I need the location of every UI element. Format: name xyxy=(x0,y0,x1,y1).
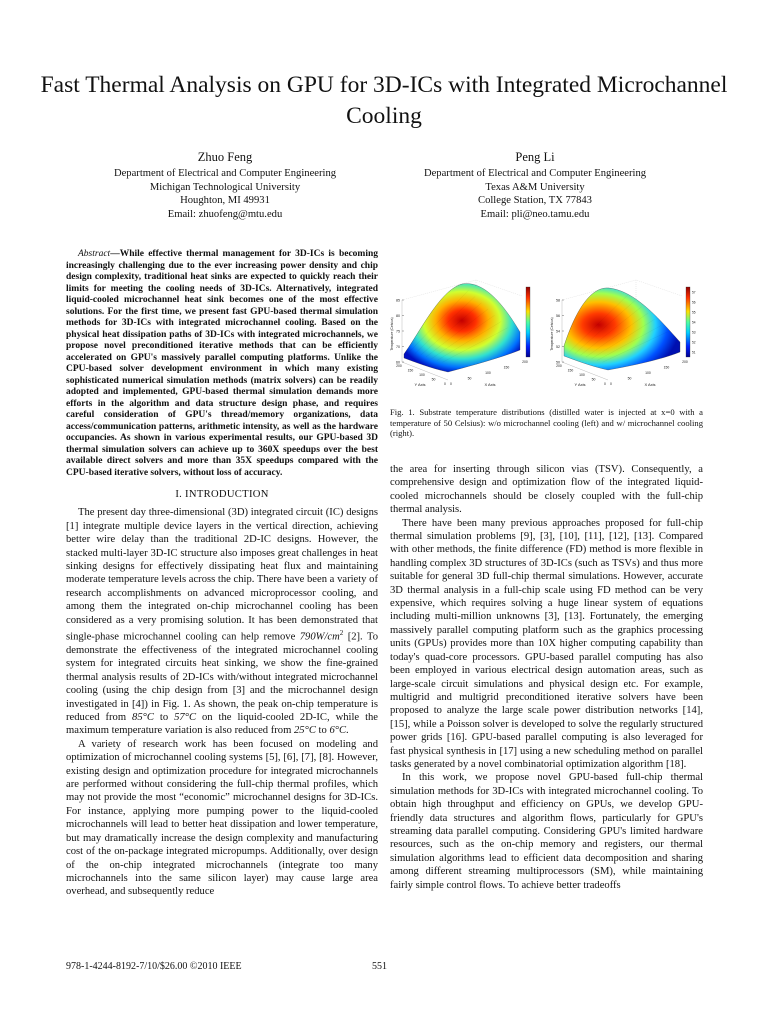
author-block-1 xyxy=(60,150,390,221)
math-sup: 2 xyxy=(339,629,344,638)
x-tick-label: 100 xyxy=(645,371,651,375)
text-run: The present day three-dimensional (3D) integrated circuit (IC) designs [1] integrate multiple device layers in the vertical direction, achieving better wire delay than the traditional 2D-IC designs. However, the stacked multi-layer 3D-IC structure also imposes great challenges in heat sinking designs for effectively dissipating heat flux and maintaining moderate temperature levels across the chip. There have been a variety of research accomplishments on advanced microprocessor cooling, and among them the integrated on-chip microchannel cooling has been considered as a very promising solution. It has been demonstrated that single-phase microchannel cooling can help remove xyxy=(66,507,378,643)
page-number: 551 xyxy=(372,961,387,972)
z-axis-label: Temperature (Celsius) xyxy=(390,317,394,351)
colorbar xyxy=(686,287,690,357)
y-tick-label: 200 xyxy=(396,364,402,368)
math-run: 790W/cm xyxy=(299,631,340,643)
x-tick-label: 200 xyxy=(522,360,528,364)
text-run: to xyxy=(315,725,330,737)
x-tick-label: 100 xyxy=(485,371,491,375)
author-city: College Station, TX 77843 xyxy=(478,195,592,207)
y-tick-label: 100 xyxy=(579,373,585,377)
colorbar-tick-label: 55 xyxy=(692,310,696,315)
intro-paragraph-1 xyxy=(66,506,378,737)
y-tick-label: 150 xyxy=(567,368,574,373)
right-paragraph-1: the area for inserting through silicon vias (TSV). Consequently, a comprehensive design and optimization flow of the integrated liquid-cooled microchannels should be closely coupled with the full-chip thermal analysis. xyxy=(390,464,703,516)
colorbar-tick-label: 57 xyxy=(692,290,696,295)
author-dept: Department of Electrical and Computer Engineering xyxy=(113,168,337,179)
colorbar xyxy=(526,287,530,357)
y-tick-label: 50 xyxy=(591,377,596,382)
author-name: Zhuo Feng xyxy=(197,150,253,164)
figure-1-plots xyxy=(390,262,703,402)
y-tick-label: 0 xyxy=(604,382,606,386)
temperature-surface xyxy=(564,288,680,370)
surface-plot-left xyxy=(390,280,530,387)
y-tick-label: 0 xyxy=(444,382,446,386)
author-email: Email: zhuofeng@mtu.edu xyxy=(167,208,283,220)
z-tick-label: 60 xyxy=(396,360,400,365)
z-tick-label: 70 xyxy=(396,344,400,349)
z-tick-label: 50 xyxy=(556,360,560,365)
math-run: 6°C xyxy=(329,725,347,737)
x-tick-label: 0 xyxy=(450,382,452,386)
author-name: Peng Li xyxy=(515,150,555,164)
z-tick-label: 52 xyxy=(556,344,560,349)
z-axis-label: Temperature (Celsius) xyxy=(550,317,554,351)
math-run: 85°C xyxy=(132,712,154,724)
right-paragraph-2: There have been many previous approaches proposed for full-chip thermal simulation problems [9], [3], [10], [11], [12], [13]. Compared with other methods, the finite difference (FD) method is more flexible in handling complex 3D structures of 3D-ICs (such as TSVs) and thus more suitable for general 3D full-chip thermal simulations. However, accurate 3D thermal analysis in a full-chip scale using FD method can be very expensive, which requires solving a huge linear system of equations including multi-million unknowns [3], [13]. Fortunately, the emerging massively parallel computing platform such as the graphics processing units (GPUs) provides more than 10X higher computing capability than today's quad-core processors. GPU-based parallel computing has also been employed in various electrical design automation areas, such as large-scale circuit simulations and physical design etc. For example, multigrid and multigrid preconditioned iterative solvers have been proposed to analyze the large scale power distribution networks [14], [15], while a Poisson solver is developed to solve the regularly structured power grids [16]. GPU-based parallel computing is also leveraged for fast physical synthesis in [17] using a new scheduling method on parallel tasks generated by a novel combinatorial optimization algorithm [18]. xyxy=(390,517,703,770)
math-run: 25°C xyxy=(293,725,316,737)
z-tick-label: 56 xyxy=(556,313,560,318)
y-tick-label: 150 xyxy=(407,368,414,373)
text-run: . xyxy=(346,725,349,737)
colorbar-tick-label: 56 xyxy=(692,300,696,305)
figure-1-caption: Fig. 1. Substrate temperature distributions (distilled water is injected at x=0 with a temperature of 50 Celsius): w/o microchannel cooling (left) and w/ microchannel cooling (right). xyxy=(390,407,703,439)
copyright-footer: 978-1-4244-8192-7/10/$26.00 ©2010 IEEE xyxy=(66,961,242,972)
right-paragraph-3: In this work, we propose novel GPU-based full-chip thermal simulation methods for 3D-ICs with integrated microchannel cooling. To obtain high throughput and efficiency on GPUs, we develop GPU-friendly data structures and algorithm flows, particularly for GPU's streaming data parallel computing. Considering GPU's limited hardware resources, such as the on-chip memory and registers, our thermal simulation algorithms lead to efficient data decomposition and sharing among different streaming multiprocessors (SM), while maintaining fairly simple control flows. To achieve better tradeoffs xyxy=(390,772,703,891)
z-tick-label: 75 xyxy=(396,329,400,334)
author-dept: Department of Electrical and Computer Engineering xyxy=(423,168,647,179)
x-tick-label: 50 xyxy=(627,376,632,381)
colorbar-tick-label: 53 xyxy=(692,330,696,335)
intro-paragraph-2: A variety of research work has been focused on modeling and optimization of microchannel cooling systems [5], [6], [7], [8]. However, existing design and optimization procedure for integrated microchannels are performed without considering the full-chip thermal profiles, which may not provide the most “economic” microchannel designs for 3D-ICs. For instance, applying more pumping power to the liquid-cooled microchannels will lead to better heat dissipation and lower temperature, but may dramatically increase the design complexity and manufacturing cost of the on-package integrated micropumps. Additionally, over design of the on-chip integrated microchannels (integrate too many microchannels into the same silicon layer) may cause large area overhead, and subsequently reduce xyxy=(66,738,378,898)
author-block-2 xyxy=(370,150,700,221)
x-tick-label: 150 xyxy=(503,365,510,370)
surface-plot-right xyxy=(550,280,696,387)
math-run: 57°C xyxy=(174,712,197,724)
y-axis-label: Y Axis xyxy=(574,382,586,387)
x-tick-label: 50 xyxy=(467,376,472,381)
author-univ: Texas A&M University xyxy=(485,181,585,193)
abstract xyxy=(66,249,378,479)
section-heading: I. INTRODUCTION xyxy=(175,489,269,500)
x-axis-label: X Axis xyxy=(644,382,656,387)
y-tick-label: 200 xyxy=(556,364,562,368)
right-column xyxy=(390,463,703,892)
paper-title: Fast Thermal Analysis on GPU for 3D-ICs with Integrated Microchannel Cooling xyxy=(40,72,728,129)
colorbar-tick-label: 54 xyxy=(692,320,696,325)
text-run: to xyxy=(153,712,175,724)
author-city: Houghton, MI 49931 xyxy=(180,195,270,207)
y-tick-label: 50 xyxy=(431,377,436,382)
z-tick-label: 85 xyxy=(396,298,400,303)
text-run: on the liquid-cooled 2D-IC, while the maximum temperature variation is also reduced from xyxy=(66,712,379,737)
left-column xyxy=(66,249,378,899)
colorbar-tick-label: 51 xyxy=(692,350,696,355)
x-tick-label: 0 xyxy=(610,382,612,386)
abstract-label: Abstract xyxy=(78,249,111,259)
author-univ: Michigan Technological University xyxy=(149,181,301,193)
z-tick-label: 80 xyxy=(396,313,400,318)
x-tick-label: 200 xyxy=(682,360,688,364)
x-axis-label: X Axis xyxy=(484,382,496,387)
y-tick-label: 100 xyxy=(419,373,425,377)
colorbar-tick-label: 52 xyxy=(692,340,696,345)
y-axis-label: Y Axis xyxy=(414,382,426,387)
author-email: Email: pli@neo.tamu.edu xyxy=(480,208,590,220)
figure-1 xyxy=(390,262,703,402)
z-tick-label: 54 xyxy=(556,329,560,334)
z-tick-label: 58 xyxy=(556,298,560,303)
abstract-text: —While effective thermal management for 3D-ICs is becoming increasingly challenging due to the ever increasing power density and chip design complexity, traditional heat sinks are expected to quickly reach their limits for meeting the cooling needs of 3D-ICs. Alternatively, integrated liquid-cooled microchannel heat sink becomes one of the most effective solutions. For the first time, we present fast GPU-based thermal simulation methods for 3D-ICs with integrated microchannel cooling. Based on the physical heat dissipation paths of 3D-ICs with integrated microchannels, we propose novel preconditioned iterative methods that can be efficiently accelerated on GPU's massively parallel computing platforms. Unlike the CPU-based solver development environment in which many existing sophisticated numerical simulation methods (matrix solvers) can be readily adopted and implemented, GPU-based thermal simulation demands more efforts in the algorithm and data structure design phase, and requires careful consideration of GPU's thread/memory organizations, data access/communication patterns, arithmetic intensity, as well as the hardware occupancies. As shown in various experimental results, our GPU-based 3D thermal simulation solvers can achieve up to 360X speedups over the best available direct solvers and more than 35X speedups compared with the CPU-based iterative solvers, without loss of accuracy. xyxy=(66,249,378,478)
text-run: [2]. To demonstrate the effectiveness of the integrated microchannel cooling system for integrated circuits heat sinking, we show the fine-grained thermal analysis results of 2D-ICs with/without integrated microchannel cooling (using the chip design from [3] and the microchannel design investigated in [4]) in Fig. 1. As shown, the peak on-chip temperature is reduced from xyxy=(66,631,378,724)
x-tick-label: 150 xyxy=(663,365,670,370)
